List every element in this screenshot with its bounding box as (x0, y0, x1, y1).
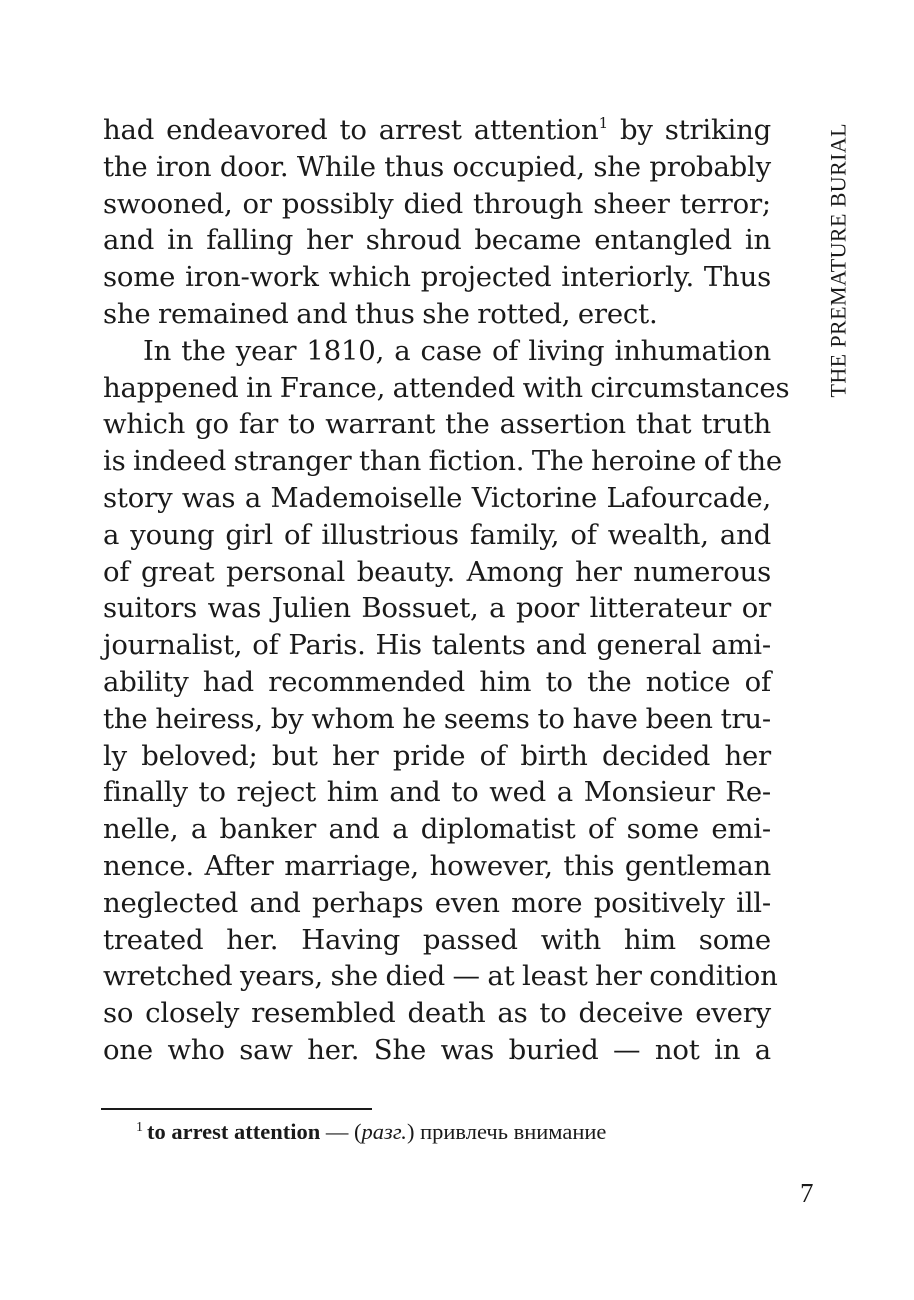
body-line: journalist, of Paris. His talents and general ami- (103, 629, 771, 662)
footnote-term: to arrest attention (147, 1119, 321, 1144)
paragraph-end-line: she remained and thus she rotted, erect. (103, 297, 658, 330)
running-head-text: THE PREMATURE BURIAL (825, 123, 850, 398)
body-line: suitors was Julien Bossuet, a poor litterateur or (103, 592, 771, 625)
body-line: some iron-work which projected interiorly. Thus (103, 261, 771, 294)
body-line: nence. After marriage, however, this gentleman (103, 849, 771, 882)
body-text (103, 112, 790, 1069)
paragraph-start-line: In the year 1810, a case of living inhumation (143, 334, 771, 367)
body-line: the heiress, by whom he seems to have been tru- (103, 702, 771, 735)
body-line: wretched years, she died — at least her condition (103, 960, 778, 993)
footnote: $^1$ to arrest attention — (разг.) привлечь внимание (136, 1119, 607, 1144)
body-line: story was a Mademoiselle Victorine Lafourcade, (103, 481, 771, 514)
footnote-dash: — (320, 1119, 355, 1144)
body-line: and in falling her shroud became entangled in (103, 224, 771, 257)
body-line: swooned, or possibly died through sheer terror; (103, 187, 771, 220)
footnote-translation: привлечь внимание (414, 1119, 607, 1144)
body-line: is indeed stranger than fiction. The heroine of the (103, 445, 783, 478)
footnote-reference[interactable]: 1 (598, 114, 608, 132)
footnote-divider (101, 1108, 372, 1110)
body-line: had endeavored to arrest attention$^1$ by striking (103, 114, 771, 146)
body-line: happened in France, attended with circumstances (103, 371, 790, 404)
body-line: treated her. Having passed with him some (103, 923, 771, 956)
body-line: a young girl of illustrious family, of wealth, and (103, 518, 771, 551)
body-line: of great personal beauty. Among her numerous (103, 555, 771, 588)
body-line: the iron door. While thus occupied, she probably (103, 150, 771, 183)
footnote-number: 1 (136, 1120, 143, 1135)
body-line: which go far to warrant the assertion that truth (103, 408, 771, 441)
body-line: ly beloved; but her pride of birth decided her (103, 739, 771, 772)
body-line: neglected and perhaps even more positively ill- (103, 886, 771, 919)
body-line: ability had recommended him to the notice of (103, 665, 771, 698)
body-line: so closely resembled death as to deceive every (103, 997, 771, 1030)
page-number: 7 (800, 1178, 814, 1208)
body-line: nelle, a banker and a diplomatist of some emi- (103, 813, 771, 846)
body-line: one who saw her. She was buried — not in a (103, 1033, 771, 1066)
footnote-usage-note: разг. (361, 1119, 407, 1144)
body-line: finally to reject him and to wed a Monsieur Re- (103, 776, 771, 809)
